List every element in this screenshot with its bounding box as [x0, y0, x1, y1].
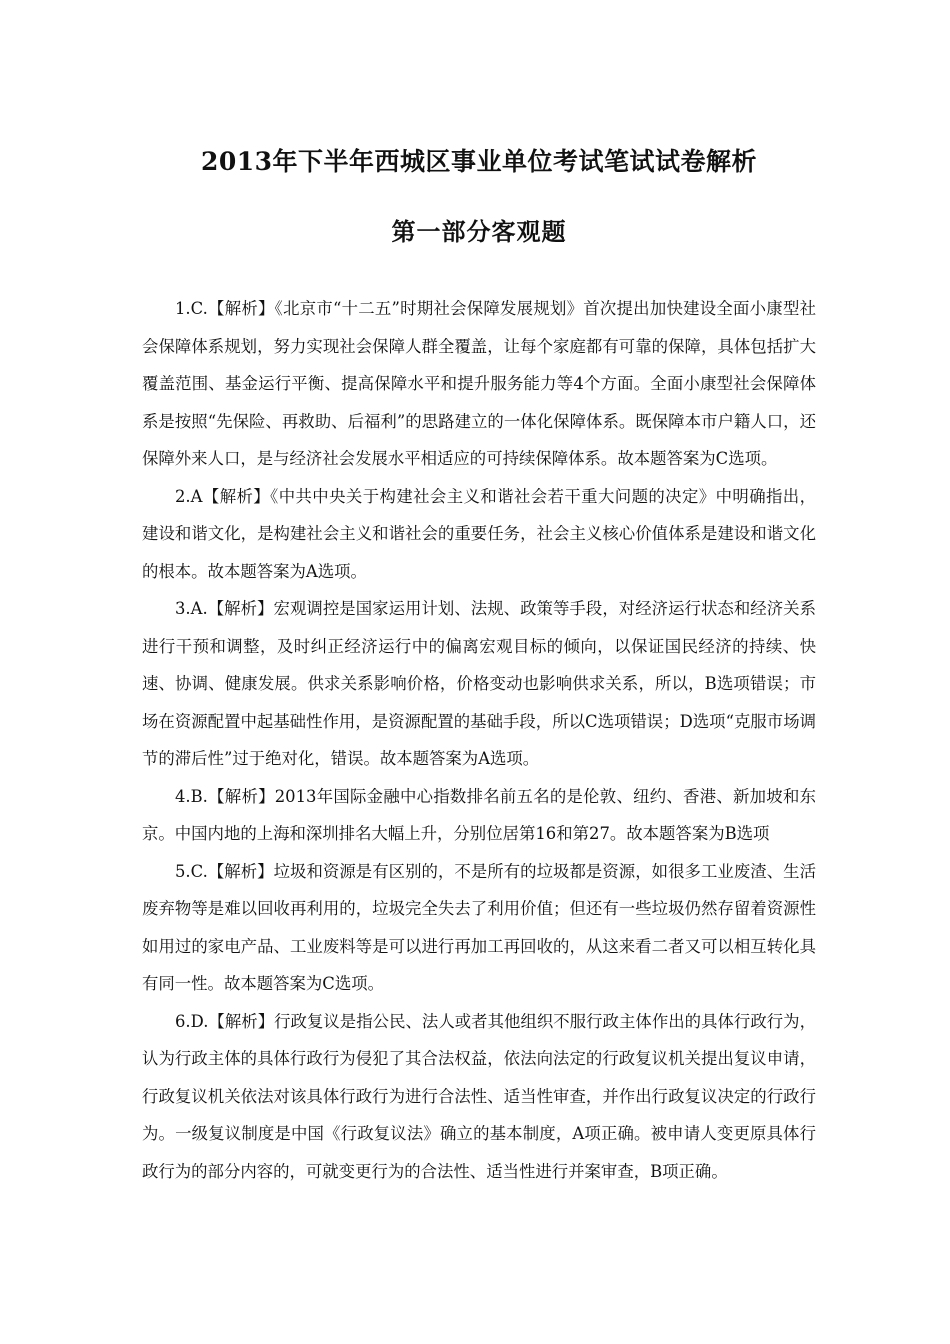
answer-explanation-2: 2.A【解析】《中共中央关于构建社会主义和谐社会若干重大问题的决定》中明确指出，建设和谐文化，是构建社会主义和谐社会的重要任务，社会主义核心价值体系是建设和谐文化的根本。故本题答案为A选项。	[142, 486, 816, 581]
document-title: 2013年下半年西城区事业单位考试笔试试卷解析	[200, 147, 758, 176]
section-heading: 第一部分客观题	[391, 217, 567, 246]
answer-explanation-3: 3.A.【解析】宏观调控是国家运用计划、法规、政策等手段，对经济运行状态和经济关系进行干预和调整，及时纠正经济运行中的偏离宏观目标的倾向，以保证国民经济的持续、快速、协调、健康发展。供求关系影响价格，价格变动也影响供求关系，所以，B选项错误；市场在资源配置中起基础性作用，是资源配置的基础手段，所以C选项错误；D选项“克服市场调节的滞后性”过于绝对化，错误。故本题答案为A选项。	[142, 599, 816, 768]
answer-explanation-4: 4.B.【解析】2013年国际金融中心指数排名前五名的是伦敦、纽约、香港、新加坡和东京。中国内地的上海和深圳排名大幅上升，分别位居第16和第27。故本题答案为B选项	[142, 786, 816, 843]
answer-explanation-5: 5.C.【解析】垃圾和资源是有区别的，不是所有的垃圾都是资源，如很多工业废渣、生活废弃物等是难以回收再利用的，垃圾完全失去了利用价值；但还有一些垃圾仍然存留着资源性如用过的家电产品、工业废料等是可以进行再加工再回收的，从这来看二者又可以相互转化具有同一性。故本题答案为C选项。	[142, 861, 816, 993]
answer-explanation-6: 6.D.【解析】行政复议是指公民、法人或者其他组织不服行政主体作出的具体行政行为，认为行政主体的具体行政行为侵犯了其合法权益，依法向法定的行政复议机关提出复议申请，行政复议机关依法对该具体行政行为进行合法性、适当性审查，并作出行政复议决定的行政行为。一级复议制度是中国《行政复议法》确立的基本制度，A项正确。被申请人变更原具体行政行为的部分内容的，可就变更行为的合法性、适当性进行并案审查，B项正确。	[142, 1011, 816, 1181]
answer-explanation-1: 1.C.【解析】《北京市“十二五”时期社会保障发展规划》首次提出加快建设全面小康型社会保障体系规划，努力实现社会保障人群全覆盖，让每个家庭都有可靠的保障，具体包括扩大覆盖范围、基金运行平衡、提高保障水平和提升服务能力等4个方面。全面小康型社会保障体系是按照“先保险、再救助、后福利”的思路建立的一体化保障体系。既保障本市户籍人口，还保障外来人口，是与经济社会发展水平相适应的可持续保障体系。故本题答案为C选项。	[142, 299, 816, 468]
